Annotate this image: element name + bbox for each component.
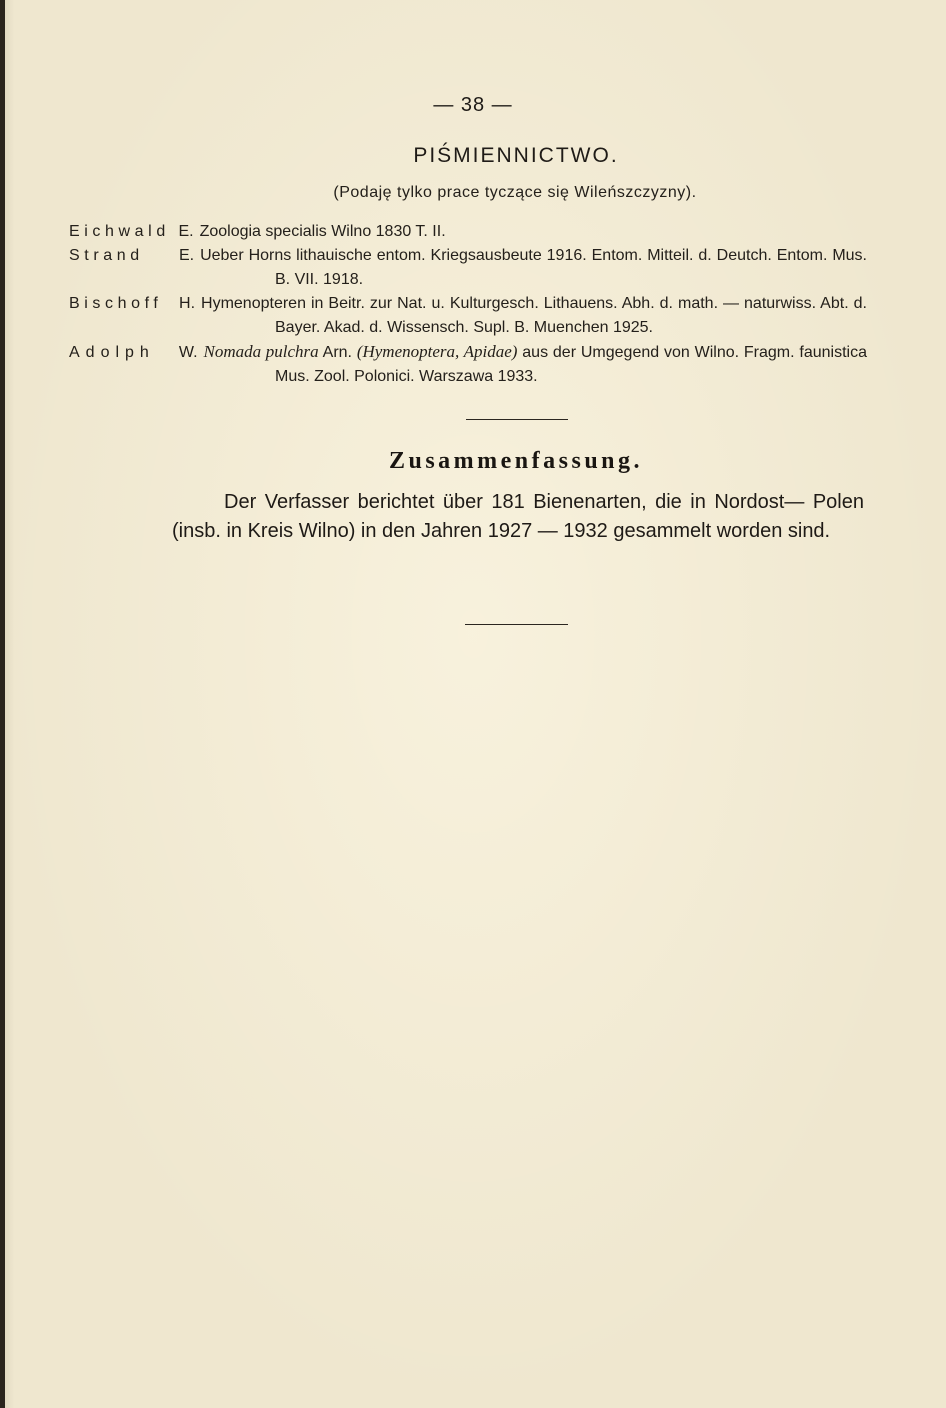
- reference-text: Hymenopteren in Beitr. zur Nat. u. Kulturgesch. Lithauens. Abh. d. math. — naturwiss. Abt. d. Bayer. Akad. d. Wissensch. Supl. B. Muenchen 1925.: [201, 295, 867, 336]
- reference-item: Eichwald E. Zoologia specialis Wilno 1830 T. II.: [69, 223, 446, 240]
- reference-initial: H.: [179, 295, 196, 312]
- divider-rule: [466, 419, 568, 420]
- page-number: — 38 —: [433, 94, 513, 116]
- section-title: PIŚMIENNICTWO.: [413, 144, 619, 167]
- section-note: (Podaję tylko prace tyczące się Wileńszczyzny).: [333, 184, 697, 201]
- summary-heading: Zusammenfassung.: [388, 448, 644, 474]
- reference-initial: W.: [178, 344, 198, 361]
- reference-initial: E.: [178, 223, 194, 240]
- reference-species: Nomada pulchra: [203, 342, 319, 361]
- reference-text-mid: Arn.: [322, 344, 352, 361]
- reference-initial: E.: [178, 247, 195, 264]
- reference-item: Strand E. Ueber Horns lithauische entom. Kriegsausbeute 1916. Entom. Mitteil. d. Deutch. Entom. Mus. B. VII. 1918.: [69, 247, 868, 288]
- reference-taxon: (Hymenoptera, Apidae): [356, 342, 518, 361]
- reference-text: aus der Umgegend von Wilno. Fragm. faunistica Mus. Zool. Polonici. Warszawa 1933.: [275, 344, 868, 385]
- reference-text: Zoologia specialis Wilno 1830 T. II.: [199, 223, 446, 240]
- reference-list: [69, 220, 868, 389]
- divider-rule: [465, 624, 568, 625]
- summary-paragraph: Der Verfasser berichtet über 181 Bienenarten, die in Nordost— Polen (insb. in Kreis Wilno) in den Jahren 1927 — 1932 gesammelt worden sind.: [172, 491, 864, 542]
- scan-edge: [0, 0, 5, 1408]
- reference-text: Ueber Horns lithauische entom. Kriegsausbeute 1916. Entom. Mitteil. d. Deutch. Entom. Mus. B. VII. 1918.: [200, 247, 868, 288]
- reference-item: Bischoff H. Hymenopteren in Beitr. zur Nat. u. Kulturgesch. Lithauens. Abh. d. math. — naturwiss. Abt. d. Bayer. Akad. d. Wissensch. Supl. B. Muenchen 1925.: [69, 295, 867, 336]
- reference-item: Adolph W. Nomada pulchra Arn. (Hymenoptera, Apidae) aus der Umgegend von Wilno. Fragm. faunistica Mus. Zool. Polonici. Warszawa 1933.: [69, 342, 868, 385]
- summary-body: [172, 488, 864, 546]
